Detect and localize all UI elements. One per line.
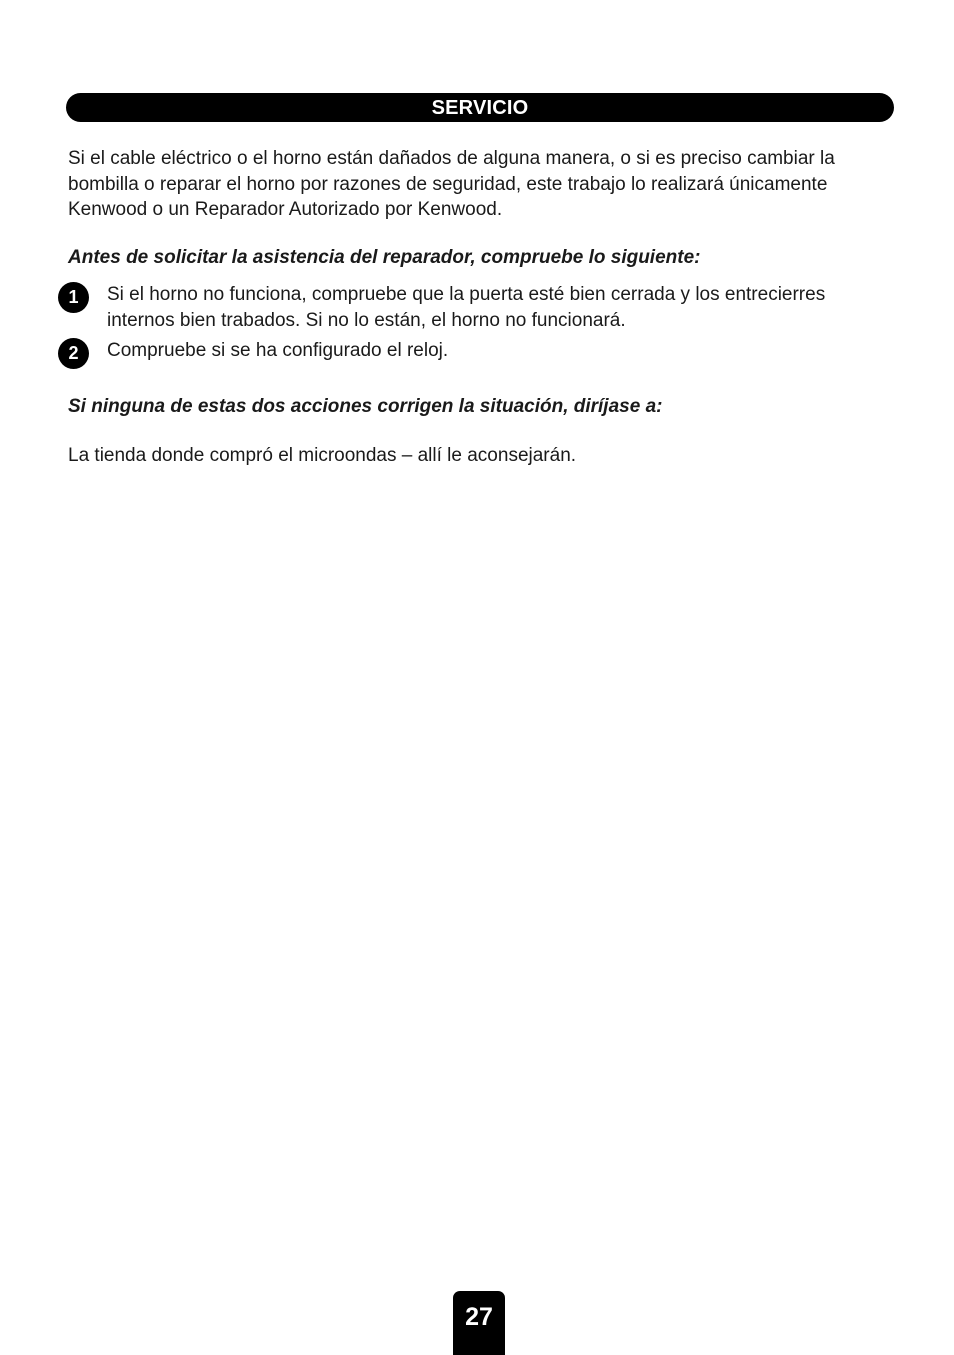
check-item-text: Si el horno no funciona, compruebe que la puerta esté bien cerrada y los entrecierres internos bien trabados. Si no lo están, el horno no funcionará.	[107, 284, 826, 331]
section-title: SERVICIO	[431, 97, 529, 119]
step-number-badge: 1	[58, 282, 89, 313]
fallback-text: La tienda donde compró el microondas – allí le aconsejarán.	[68, 445, 577, 466]
check-item-text: Compruebe si se ha configurado el reloj.	[107, 340, 449, 361]
step-number-badge: 2	[58, 338, 89, 369]
fallback-heading: Si ninguna de estas dos acciones corrigen la situación, diríjase a:	[68, 396, 663, 417]
intro-paragraph: Si el cable eléctrico o el horno están dañados de alguna manera, o si es preciso cambiar la bombilla o reparar el horno por razones de seguridad, este trabajo lo realizará únicamente Kenwood o un Reparador Autorizado por Kenwood.	[68, 148, 835, 220]
section-header-bar	[66, 93, 894, 122]
page-number: 27	[453, 1291, 505, 1355]
checks-heading: Antes de solicitar la asistencia del reparador, compruebe lo siguiente:	[68, 247, 701, 268]
